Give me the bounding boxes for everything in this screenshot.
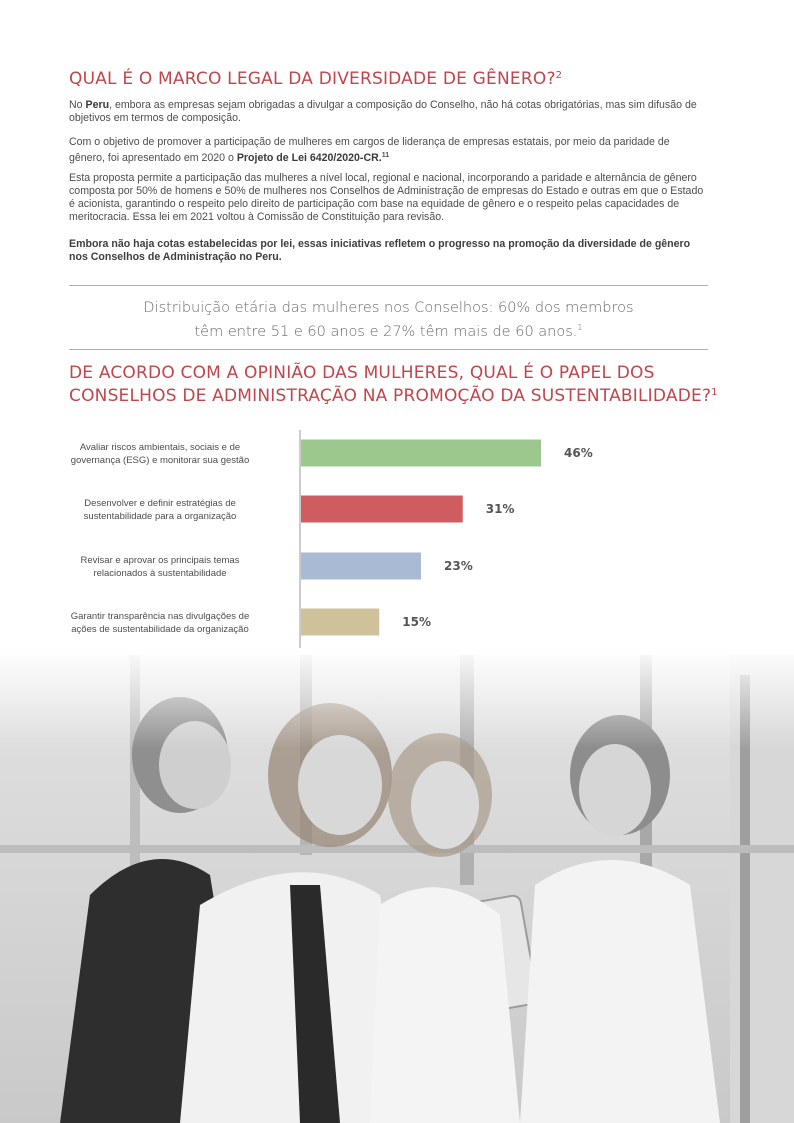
chart-bar-4	[301, 609, 379, 636]
photo-illustration	[0, 655, 794, 1123]
section-title-legal-framework: QUAL É O MARCO LEGAL DA DIVERSIDADE DE GÊNERO?$^2$	[69, 69, 563, 89]
sustainability-bar-chart	[0, 420, 794, 650]
chart-value-label-3: 23%	[444, 559, 473, 573]
chart-category-label-1: Avaliar riscos ambientais, sociais e de governança (ESG) e monitorar sua gestão	[70, 442, 250, 466]
paragraph-peru-context: No Peru, embora as empresas sejam obrigadas a divulgar a composição do Conselho, não há cotas obrigatórias, mas sim difusão de objetivos em termos de composição.	[69, 99, 697, 124]
chart-category-label-3: Revisar e aprovar os principais temas relacionados à sustentabilidade	[80, 555, 240, 579]
paragraph-proposal-details: Esta proposta permite a participação das mulheres a nível local, regional e nacional, incorporando a paridade e alternância de gênero composta por 50% de homens e 50% de mulheres nos Conselhos de Administração de empresas do Estado e outras em que o Estado é acionista, garantindo o respeito pelo direito de participação com base na equidade de gênero e o respeito pelas capacidades de meritocracia. Essa lei em 2021 voltou à Comissão de Constituição para revisão.	[69, 172, 704, 223]
chart-value-label-2: 31%	[485, 502, 515, 516]
section-title-sustainability-role: DE ACORDO COM A OPINIÃO DAS MULHERES, QUAL É O PAPEL DOS CONSELHOS DE ADMINISTRAÇÃO NA PROMOÇÃO DA SUSTENTABILIDADE?$^1$	[69, 363, 718, 406]
paragraph-bill-proposal: Com o objetivo de promover a participação de mulheres em cargos de liderança de empresas estatais, por meio da paridade de gênero, foi apresentado em 2020 o Projeto de Lei 6420/2020-CR.$^{11}$	[69, 136, 670, 164]
chart-bar-2	[301, 496, 463, 523]
paragraph-conclusion: Embora não haja cotas estabelecidas por lei, essas iniciativas refletem o progresso na promoção da diversidade de gênero nos Conselhos de Administração no Peru.	[69, 238, 691, 263]
chart-category-label-2: Desenvolver e definir estratégias de sustentabilidade para a organização	[83, 498, 237, 522]
chart-value-label-4: 15%	[402, 615, 431, 629]
photo-women-with-tablet	[0, 655, 794, 1123]
age-distribution-callout: Distribuição etária das mulheres nos Conselhos: 60% dos membros têm entre 51 e 60 anos e 27% têm mais de 60 anos.$^1$	[143, 300, 634, 340]
chart-value-label-1: 46%	[564, 446, 593, 460]
chart-category-label-4: Garantir transparência nas divulgações de ações de sustentabilidade da organização	[70, 611, 250, 635]
divider-top	[69, 285, 708, 286]
chart-bar-3	[301, 553, 421, 580]
chart-bar-1	[301, 440, 541, 467]
divider-bottom	[69, 349, 708, 350]
